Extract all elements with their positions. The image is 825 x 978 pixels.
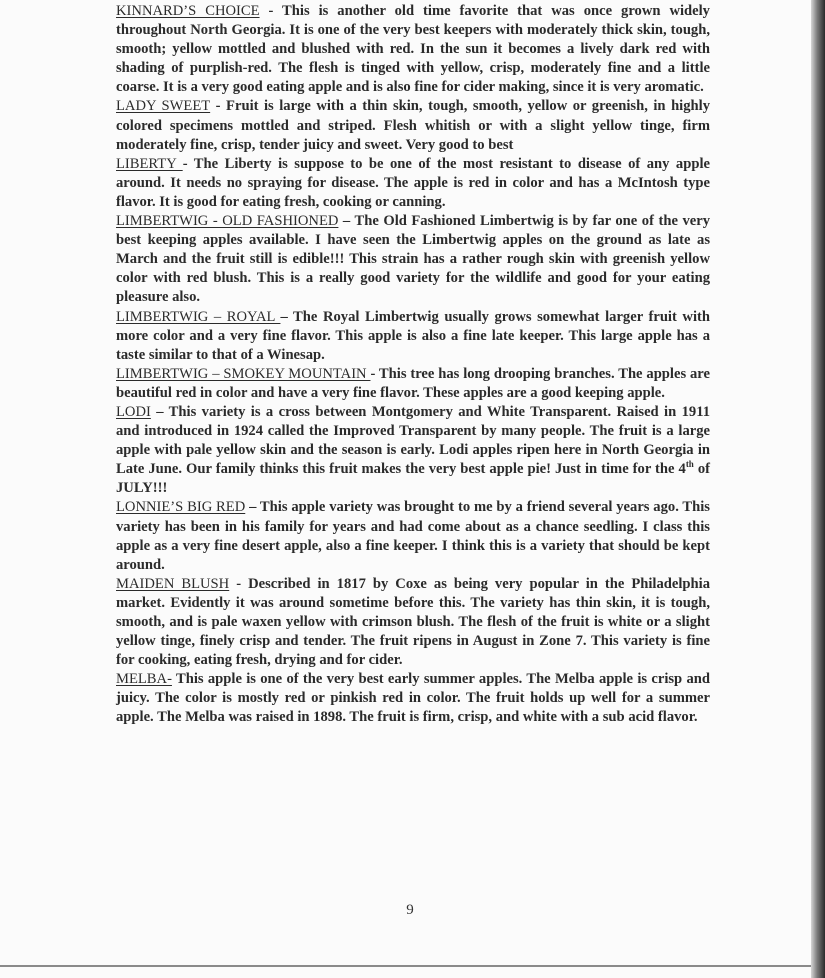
entry-title: LIMBERTWIG – SMOKEY MOUNTAIN [116,365,371,382]
scan-edge-shadow [811,0,825,978]
entry-description: – This apple variety was brought to me by a friend several years ago. This variety has been in his family for years and had come about as a chance seedling. I class this apple as a very fine desert apple, also a fine keeper. I think this is a variety that should be kept around. [116,499,710,573]
entry-description: - Fruit is large with a thin skin, tough, smooth, yellow or greenish, in highly colored specimens mottled and striped. Flesh whitish or with a slight yellow tinge, firm moderately fine, crisp, tender juicy and sweet. Very good to best [116,98,711,153]
entry-description: – This variety is a cross between Montgomery and White Transparent. Raised in 1911 and introduced in 1924 called the Improved Transparent by many people. The fruit is a large apple with pale yellow skin and the season is early. Lodi apples ripen here in North Georgia in Late June. Our family thinks this fruit makes the very best apple pie! Just in time for the 4 [116,403,710,478]
entry-limbertwig-old-fashioned [116,212,710,307]
entry-title: LIMBERTWIG - OLD FASHIONED [116,213,339,230]
entry-title: LIBERTY [116,155,183,172]
page-number: 9 [406,902,414,918]
entry-lady-sweet [116,97,710,154]
scan-bottom-edge [0,965,811,967]
entry-title: LONNIE’S BIG RED [116,499,246,516]
entry-description: - Described in 1817 by Coxe as being very popular in the Philadelphia market. Evidently it was around sometime before this. The variety has thin skin, it is tough, smooth, and is pale waxen yellow with crimson blush. The flesh of the fruit is white or a slight yellow tinge, finely crisp and tender. The fruit ripens in August in Zone 7. This variety is fine for cooking, eating fresh, drying and for cider. [116,575,710,669]
entry-description: This apple is one of the very best early summer apples. The Melba apple is crisp and juicy. The color is mostly red or pinkish red in color. The fruit holds up well for a summer apple. The Melba was raised in 1898. The fruit is firm, crisp, and white with a sub acid flavor. [116,671,710,726]
apple-variety-list [116,2,710,728]
entry-lodi [116,403,710,498]
entry-title: MELBA- [116,671,172,688]
entry-title: MAIDEN BLUSH [116,575,230,592]
entry-melba [116,670,710,727]
entry-description: – The Royal Limbertwig usually grows somewhat larger fruit with more color and a very fine flavor. This apple is also a fine late keeper. This large apple has a taste similar to that of a Winesap. [116,308,710,363]
entry-title: LODI [116,403,151,420]
entry-description: - This is another old time favorite that was once grown widely throughout North Georgia. It is one of the very best keepers with moderately thick skin, tough, smooth; yellow mottled and blushed with red. In the sun it becomes a lively dark red with shading of purplish-red. The flesh is tinged with yellow, crisp, moderately fine and a little coarse. It is a very good eating apple and is also fine for cider making, since it is very aromatic. [116,3,710,96]
entry-description-tail: of JULY!!! [116,461,710,497]
entry-lonnies-big-red [116,498,710,574]
entry-title: KINNARD’S CHOICE [116,3,260,19]
entry-liberty [116,155,710,212]
entry-limbertwig-royal [116,308,710,365]
entry-title: LADY SWEET [116,98,211,115]
entry-limbertwig-smokey-mountain [116,365,710,403]
entry-description: – The Old Fashioned Limbertwig is by far one of the very best keeping apples available. I have seen the Limbertwig apples on the ground as late as March and the fruit still is edible!!! This strain has a rather rough skin with greenish yellow color with red blush. This is a really good variety for the wildlife and good for your eating pleasure also. [116,213,710,306]
entry-description: - The Liberty is suppose to be one of the most resistant to disease of any apple around. It needs no spraying for disease. The apple is red in color and has a McIntosh type flavor. It is good for eating fresh, cooking or canning. [116,155,710,210]
ordinal-suffix: th [685,459,694,470]
entry-description: - This tree has long drooping branches. The apples are beautiful red in color and have a very fine flavor. These apples are a good keeping apple. [116,365,710,401]
entry-title: LIMBERTWIG – ROYAL [116,308,281,325]
entry-kinnards-choice [116,2,710,97]
entry-maiden-blush [116,575,710,670]
